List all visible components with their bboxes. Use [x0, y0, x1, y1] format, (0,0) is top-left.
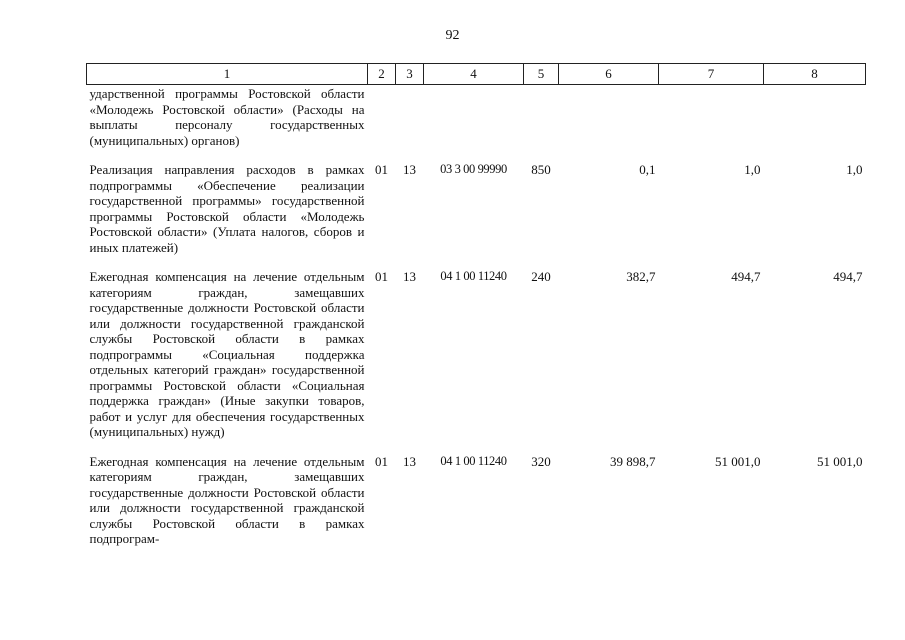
page-number: 92 [445, 28, 460, 43]
row-amount-year1: 0,1 [639, 162, 656, 177]
header-col-2: 2 [368, 64, 396, 85]
row-ministry-code [368, 85, 396, 163]
row-ministry-code: 01 [375, 269, 388, 284]
row-amount-year1: 39 898,7 [610, 453, 656, 469]
row-ministry-code: 01 [375, 453, 388, 469]
row-description: Ежегодная компенсация на лечение отдельным категориям граждан, замещавших государственные должности Ростовской области или должности государственной гражданской службы Ростовской области в рамках подпрограм- [89, 453, 365, 546]
header-col-4: 4 [424, 64, 524, 85]
row-target-code [424, 85, 524, 163]
row-amount-year3: 494,7 [833, 269, 863, 284]
row-section-code: 13 [403, 453, 416, 469]
budget-table [86, 63, 866, 547]
row-section-code: 13 [403, 269, 416, 284]
row-amount-year1 [559, 85, 659, 163]
row-description: Ежегодная компенсация на лечение отдельным категориям граждан, замещавших государственные должности Ростовской области или должности государственной гражданской службы Ростовской области в рамках подпрограммы «Социальная поддержка отдельных категорий граждан» государственной программы Ростовской области «Социальная поддержка граждан» (Иные закупки товаров, работ и услуг для обеспечения государственных (муниципальных) нужд) [89, 269, 365, 439]
table-header-row [87, 64, 866, 85]
row-amount-year2: 51 001,0 [715, 453, 761, 469]
row-description: ударственной программы Ростовской области «Молодежь Ростовской области» (Расходы на выплаты персоналу государственных (муниципальных) органов) [89, 86, 365, 148]
row-target-code: 03 3 00 99990 [440, 162, 507, 176]
row-expense-type: 850 [531, 162, 551, 177]
row-ministry-code: 01 [375, 162, 388, 177]
header-col-3: 3 [396, 64, 424, 85]
row-amount-year3: 1,0 [846, 162, 863, 177]
row-amount-year3: 51 001,0 [817, 453, 863, 469]
table-row [87, 454, 866, 547]
row-section-code: 13 [403, 162, 416, 177]
table-row [87, 162, 866, 269]
row-expense-type: 240 [531, 269, 551, 284]
row-section-code [396, 85, 424, 163]
header-col-8: 8 [764, 64, 866, 85]
row-expense-type: 320 [531, 453, 551, 469]
header-col-6: 6 [559, 64, 659, 85]
row-target-code: 04 1 00 11240 [440, 453, 507, 468]
row-amount-year2: 1,0 [744, 162, 761, 177]
row-amount-year3 [764, 85, 866, 163]
row-expense-type [524, 85, 559, 163]
row-description: Реализация направления расходов в рамках подпрограммы «Обеспечение реализации государственной программы» государственной программы Ростовской области «Молодежь Ростовской области» (Уплата налогов, сборов и иных платежей) [89, 162, 365, 255]
row-target-code: 04 1 00 11240 [440, 269, 507, 283]
header-col-7: 7 [659, 64, 764, 85]
row-amount-year2 [659, 85, 764, 163]
table-row [87, 85, 866, 163]
header-col-5: 5 [524, 64, 559, 85]
row-amount-year2: 494,7 [731, 269, 761, 284]
table-row [87, 269, 866, 454]
header-col-1: 1 [87, 64, 368, 85]
row-amount-year1: 382,7 [626, 269, 656, 284]
